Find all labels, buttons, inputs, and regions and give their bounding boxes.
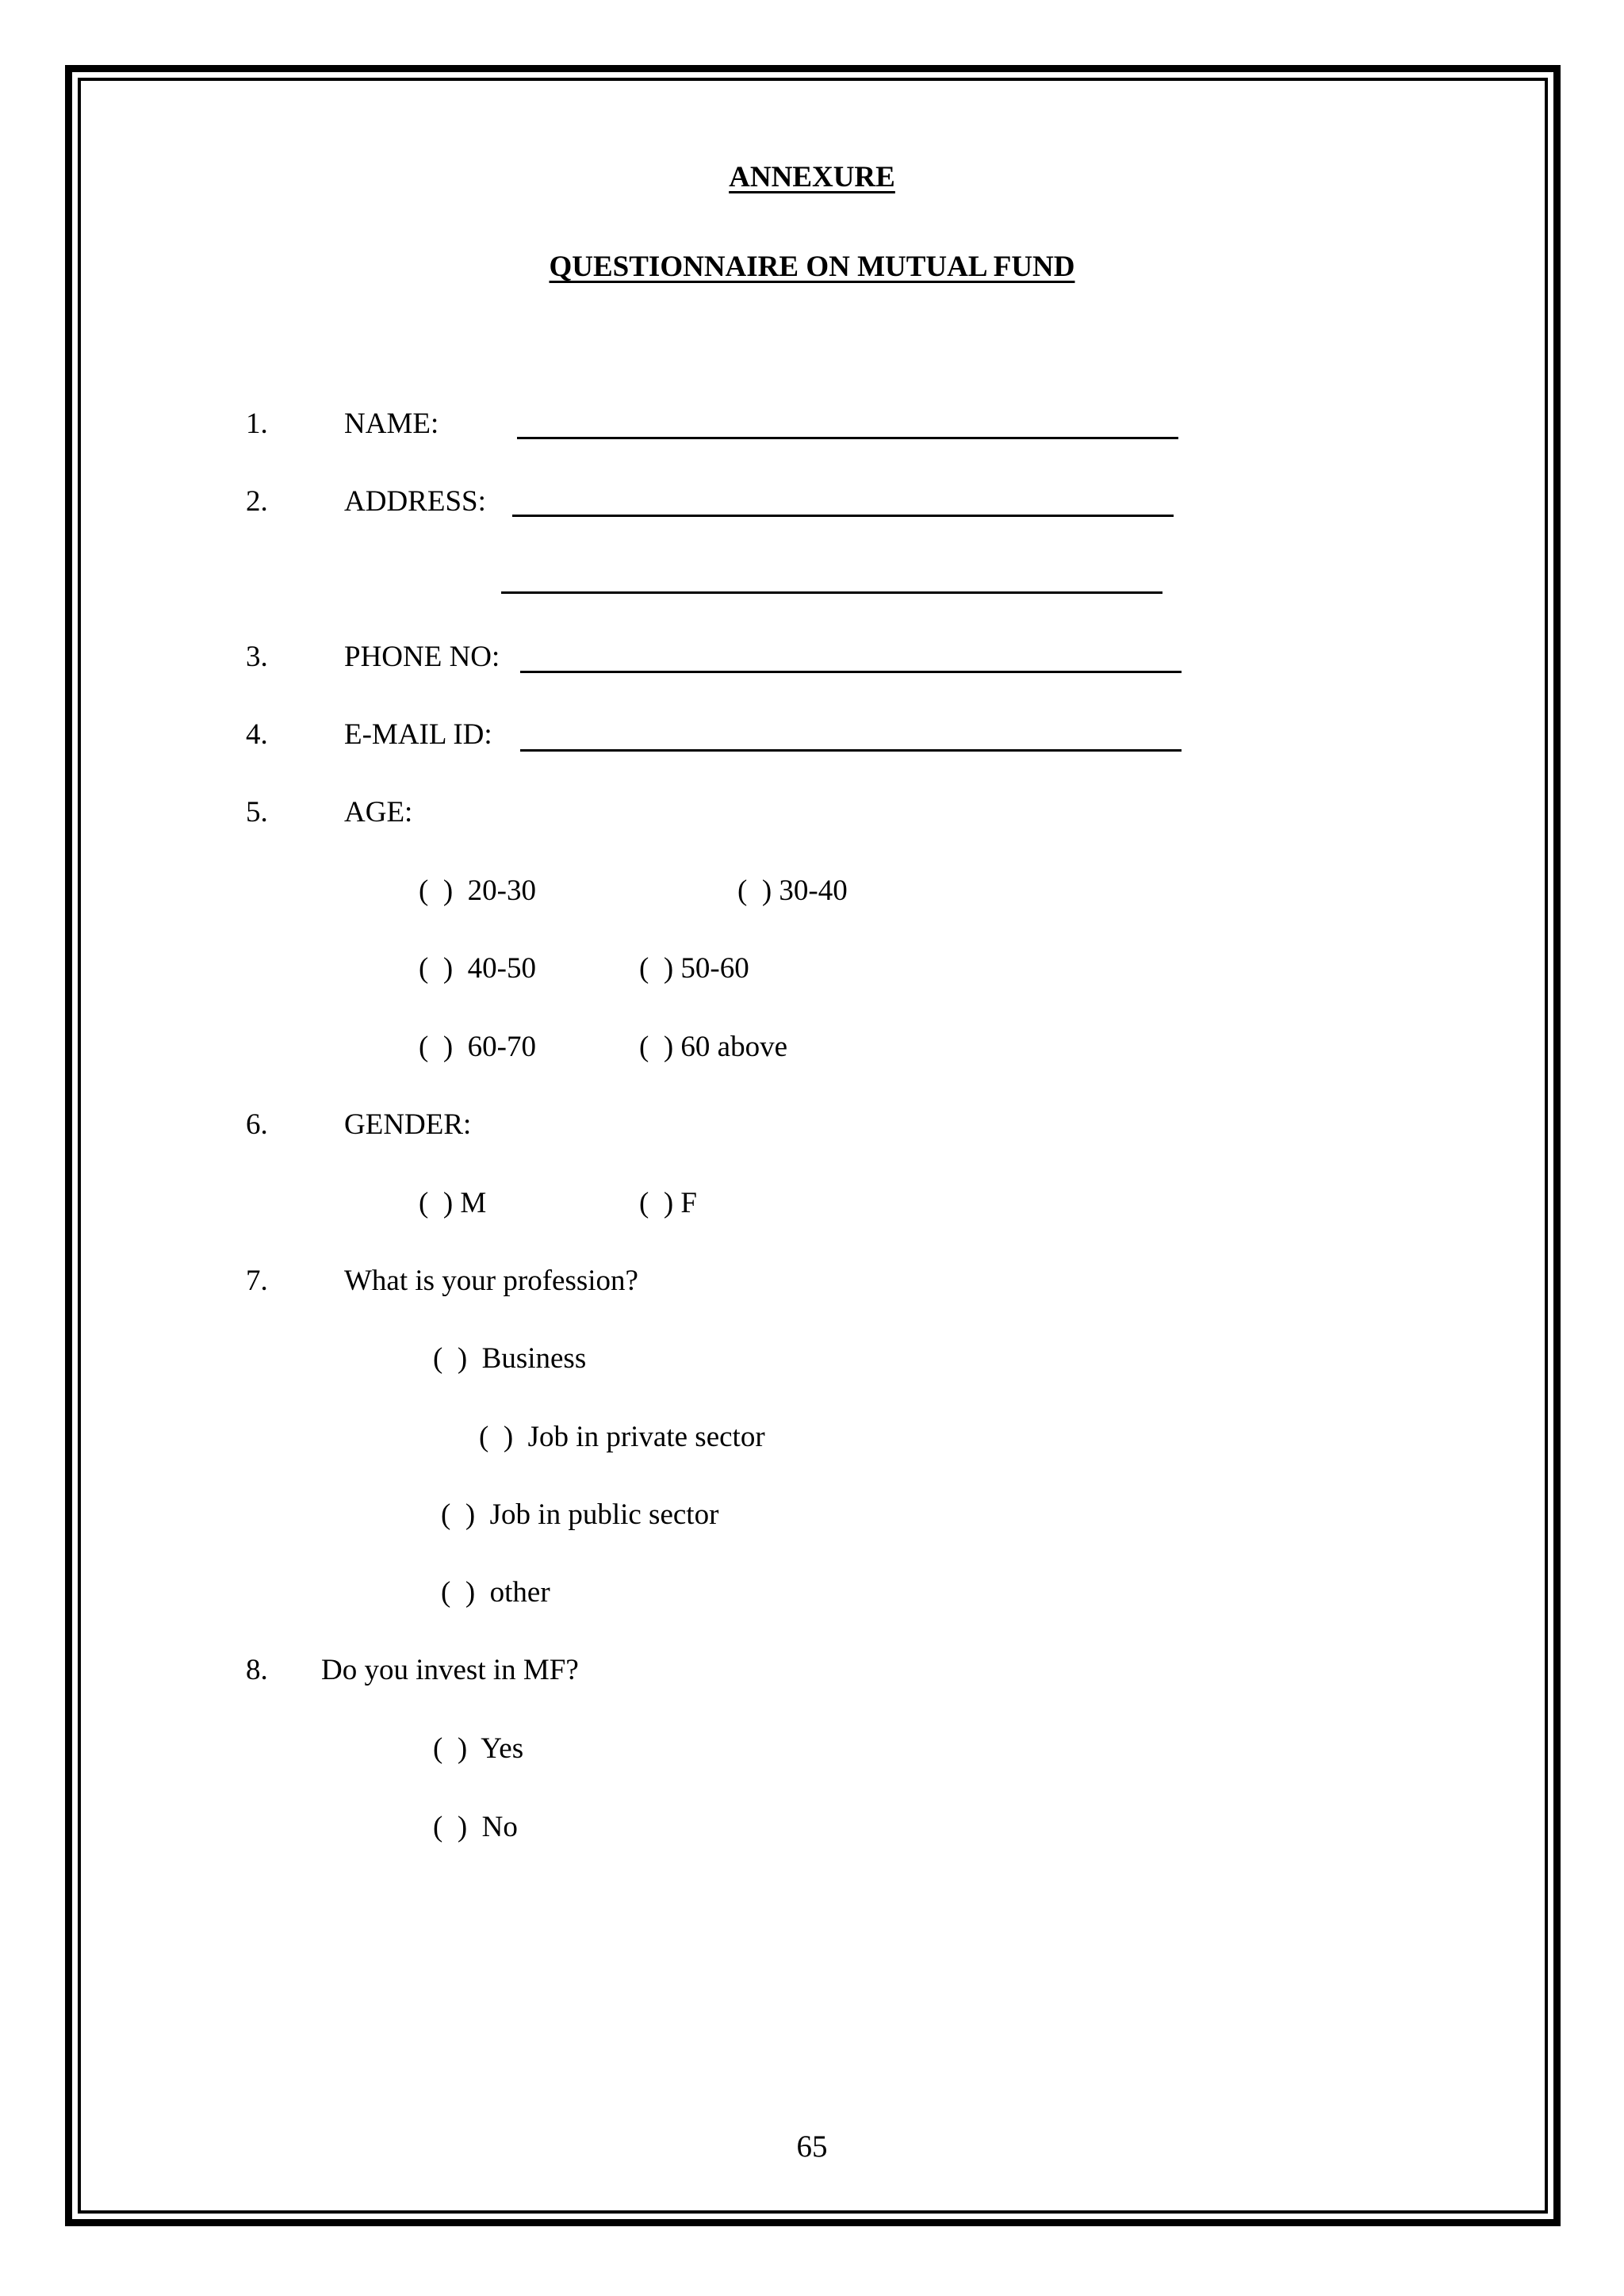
name-field-line[interactable] <box>517 437 1178 439</box>
q5-label: AGE: <box>344 796 413 828</box>
phone-field-line[interactable] <box>520 671 1182 673</box>
q4-label: E-MAIL ID: <box>344 718 492 751</box>
address-field-line-2[interactable] <box>501 591 1162 594</box>
q4-number: 4. <box>246 718 268 751</box>
page-border-inner <box>78 78 1548 2214</box>
age-option[interactable]: ( ) 60 above <box>639 1031 787 1063</box>
profession-option-private[interactable]: ( ) Job in private sector <box>479 1421 765 1453</box>
q2-number: 2. <box>246 485 268 518</box>
q1-label: NAME: <box>344 408 439 440</box>
q3-label: PHONE NO: <box>344 641 500 673</box>
address-field-line-1[interactable] <box>512 515 1174 517</box>
q6-label: GENDER: <box>344 1108 472 1141</box>
age-option[interactable]: ( ) 60-70 <box>419 1031 536 1063</box>
q7-number: 7. <box>246 1265 268 1297</box>
profession-option-other[interactable]: ( ) other <box>441 1576 550 1609</box>
q3-number: 3. <box>246 641 268 673</box>
age-option[interactable]: ( ) 30-40 <box>737 874 848 907</box>
q8-number: 8. <box>246 1654 268 1686</box>
q2-label: ADDRESS: <box>344 485 486 518</box>
invest-option-no[interactable]: ( ) No <box>433 1811 518 1843</box>
email-field-line[interactable] <box>520 749 1182 752</box>
q6-number: 6. <box>246 1108 268 1141</box>
gender-option-m[interactable]: ( ) M <box>419 1187 487 1219</box>
page-number: 65 <box>796 2130 828 2164</box>
page-heading: ANNEXURE <box>729 161 895 193</box>
age-option[interactable]: ( ) 40-50 <box>419 952 536 985</box>
profession-option-business[interactable]: ( ) Business <box>433 1342 587 1375</box>
q1-number: 1. <box>246 408 268 440</box>
q8-label: Do you invest in MF? <box>321 1654 579 1686</box>
q5-number: 5. <box>246 796 268 828</box>
gender-option-f[interactable]: ( ) F <box>639 1187 697 1219</box>
age-option[interactable]: ( ) 50-60 <box>639 952 749 985</box>
page-subheading: QUESTIONNAIRE ON MUTUAL FUND <box>549 251 1075 283</box>
invest-option-yes[interactable]: ( ) Yes <box>433 1732 524 1765</box>
q7-label: What is your profession? <box>344 1265 638 1297</box>
profession-option-public[interactable]: ( ) Job in public sector <box>441 1498 719 1531</box>
age-option[interactable]: ( ) 20-30 <box>419 874 536 907</box>
